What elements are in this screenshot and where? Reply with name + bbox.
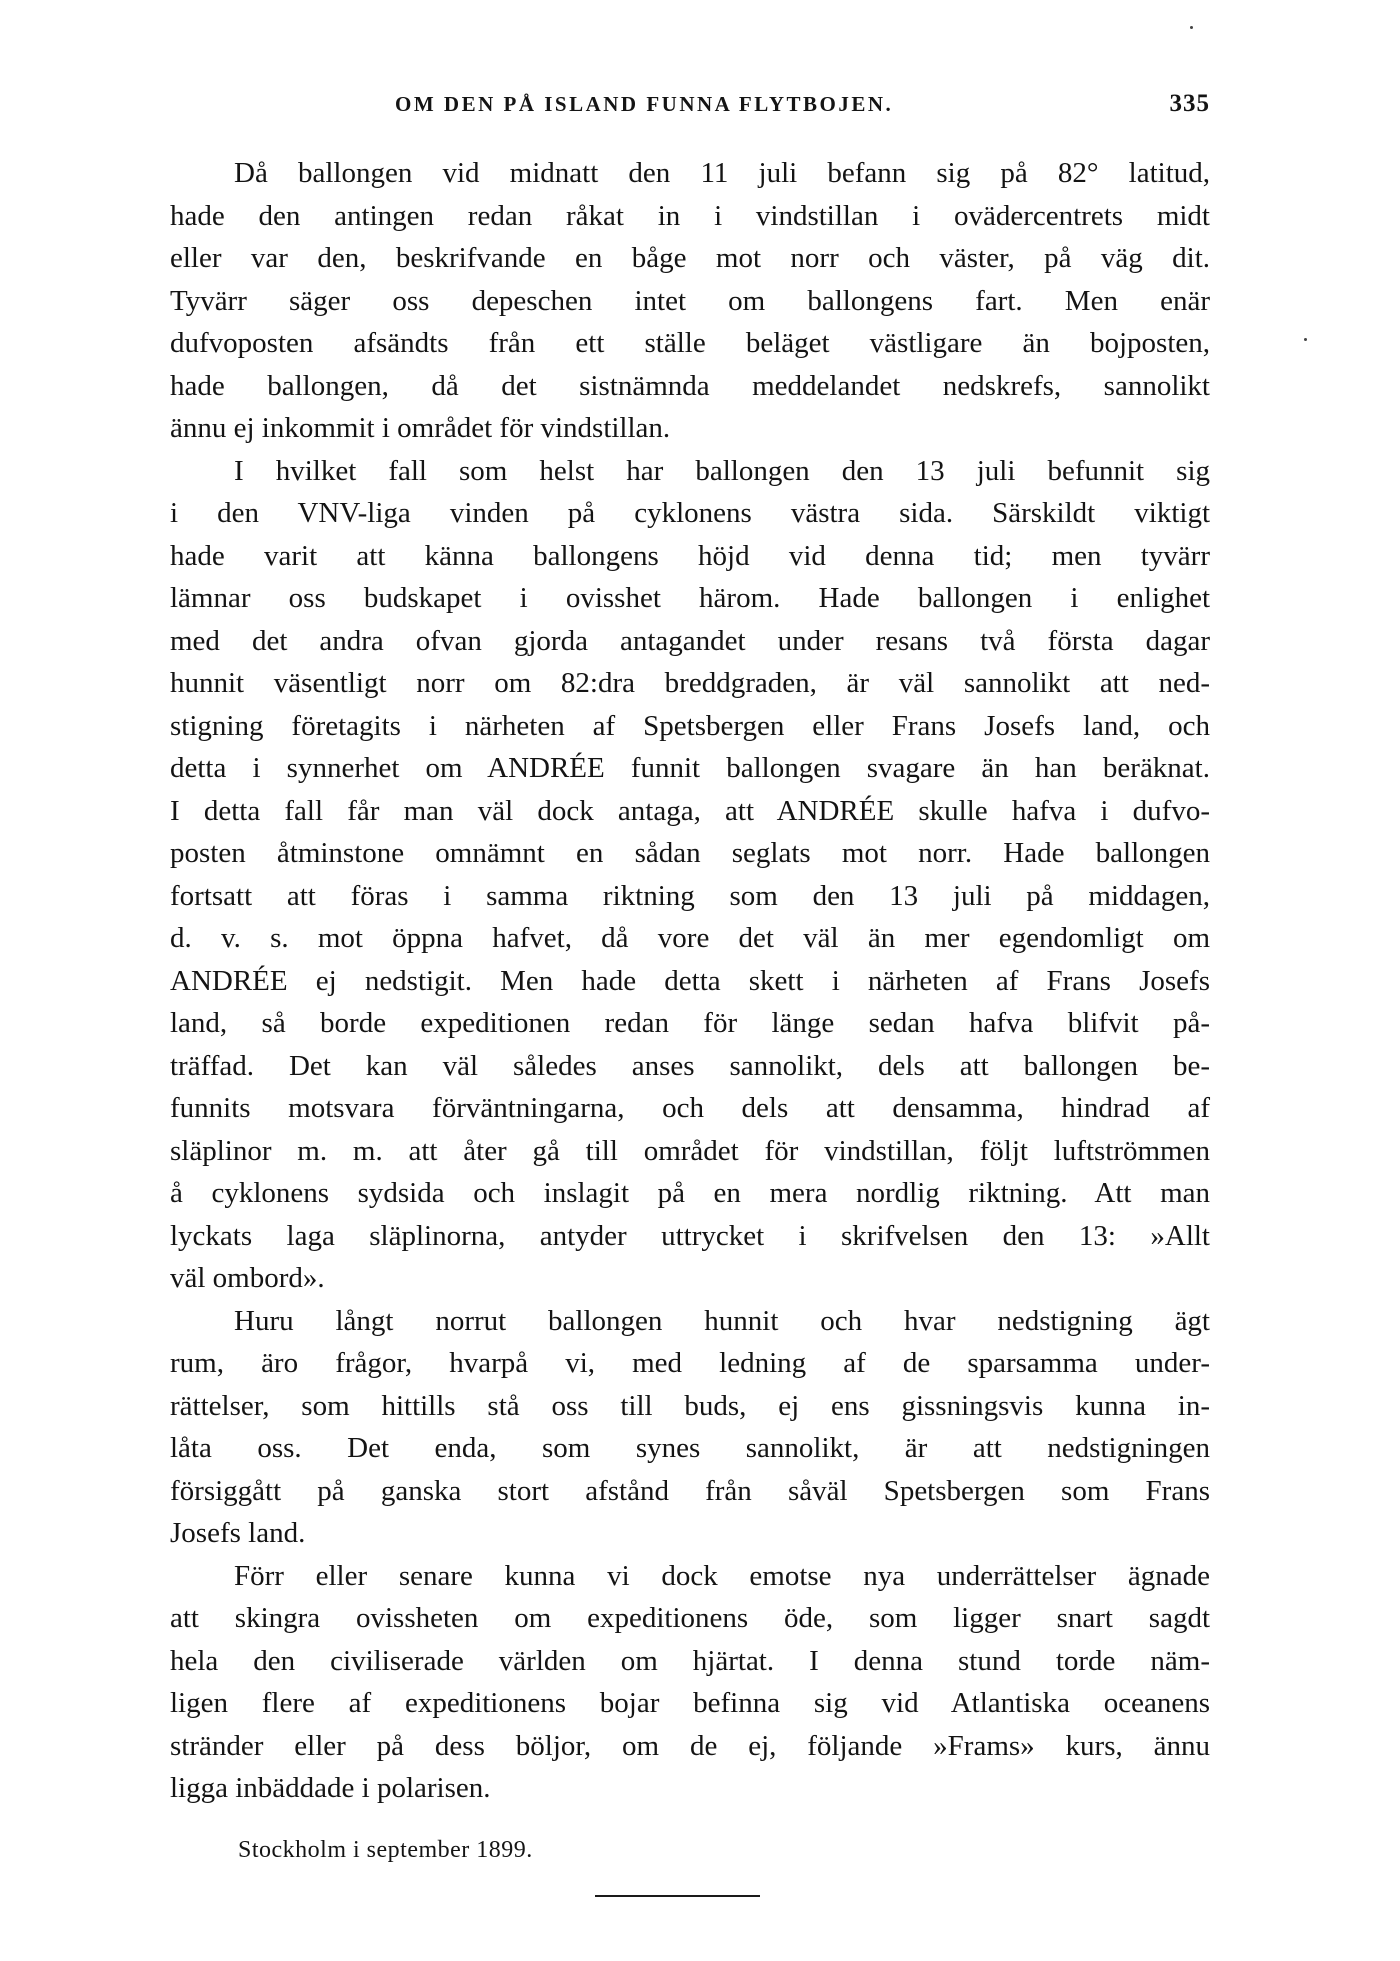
paragraph-2 [170,450,1210,1300]
text-line: Tyvärr säger oss depeschen intet om ballongens fart. Men enär [170,284,1210,317]
paragraph-1 [170,152,1210,450]
text-line: rättelser, som hittills stå oss till buds, ej ens gissningsvis kunna in- [170,1389,1210,1422]
text-line: I hvilket fall som helst har ballongen den 13 juli befunnit sig [234,454,1210,487]
page-number: 335 [1169,90,1210,117]
text-line: hade ballongen, då det sistnämnda meddelandet nedskrefs, sannolikt [170,369,1210,402]
text-line: fortsatt att föras i samma riktning som den 13 juli på middagen, [170,879,1210,912]
text-line: väl ombord». [170,1262,325,1294]
text-line: hunnit väsentligt norr om 82:dra breddgraden, är väl sannolikt att ned- [170,667,1210,699]
text-line: med det andra ofvan gjorda antagandet under resans två första dagar [170,624,1210,657]
text-line: hade den antingen redan råkat in i vindstillan i ovädercentrets midt [170,199,1210,232]
text-line: detta i synnerhet om ANDRÉE funnit ballongen svagare än han beräknat. [170,752,1210,784]
text-line: släplinor m. m. att åter gå till området för vindstillan, följt luftströmmen [170,1134,1210,1167]
scan-speck [1190,26,1193,29]
running-title: OM DEN PÅ ISLAND FUNNA FLYTBOJEN. [395,92,894,116]
text-line: I detta fall får man väl dock antaga, att ANDRÉE skulle hafva i dufvo- [170,794,1210,827]
text-line: träffad. Det kan väl således anses sannolikt, dels att ballongen be- [170,1049,1210,1082]
body-text [170,152,1210,1810]
paragraph-3 [170,1300,1210,1555]
text-line: ännu ej inkommit i området för vindstillan. [170,412,671,444]
text-line: posten åtminstone omnämnt en sådan seglats mot norr. Hade ballongen [170,837,1210,869]
text-line: i den VNV-liga vinden på cyklonens västra sida. Särskildt viktigt [170,497,1210,529]
text-line: Förr eller senare kunna vi dock emotse nya underrättelser ägnade [234,1559,1210,1592]
text-line: å cyklonens sydsida och inslagit på en mera nordlig riktning. Att man [170,1177,1210,1209]
text-line: Då ballongen vid midnatt den 11 juli befann sig på 82° latitud, [234,157,1210,189]
text-line: rum, äro frågor, hvarpå vi, med ledning af de sparsamma under- [170,1347,1210,1379]
text-line: stigning företagits i närheten af Spetsbergen eller Frans Josefs land, och [170,709,1210,742]
text-line: försiggått på ganska stort afstånd från såväl Spetsbergen som Frans [170,1474,1210,1507]
text-line: Josefs land. [170,1517,306,1549]
text-line: ligen flere af expeditionens bojar befinna sig vid Atlantiska oceanens [170,1687,1210,1719]
text-line: eller var den, beskrifvande en båge mot norr och väster, på väg dit. [170,242,1210,274]
text-line: Huru långt norrut ballongen hunnit och hvar nedstigning ägt [234,1304,1210,1337]
running-header [170,92,1210,132]
text-line: hade varit att känna ballongens höjd vid denna tid; men tyvärr [170,539,1210,572]
text-line: dufvoposten afsändts från ett ställe beläget västligare än bojposten, [170,327,1210,359]
text-line: ANDRÉE ej nedstigit. Men hade detta skett i närheten af Frans Josefs [170,964,1210,997]
text-line: funnits motsvara förväntningarna, och dels att densamma, hindrad af [170,1092,1210,1124]
text-line: att skingra ovissheten om expeditionens öde, som ligger snart sagdt [170,1602,1210,1634]
scan-speck [1304,338,1307,341]
text-line: hela den civiliserade världen om hjärtat. I denna stund torde näm- [170,1644,1210,1677]
text-line: ligga inbäddade i polarisen. [170,1772,491,1804]
text-line: lyckats laga släplinorna, antyder uttrycket i skrifvelsen den 13: »Allt [170,1219,1210,1252]
paragraph-4 [170,1555,1210,1810]
text-line: låta oss. Det enda, som synes sannolikt, är att nedstigningen [170,1432,1210,1464]
text-line: land, så borde expeditionen redan för länge sedan hafva blifvit på- [170,1007,1210,1039]
text-line: lämnar oss budskapet i ovisshet härom. Hade ballongen i enlighet [170,582,1210,614]
text-line: stränder eller på dess böljor, om de ej, följande »Frams» kurs, ännu [170,1729,1210,1762]
signature-dateline: Stockholm i september 1899. [238,1837,533,1863]
closing-rule [595,1895,760,1897]
text-line: d. v. s. mot öppna hafvet, då vore det väl än mer egendomligt om [170,922,1210,954]
